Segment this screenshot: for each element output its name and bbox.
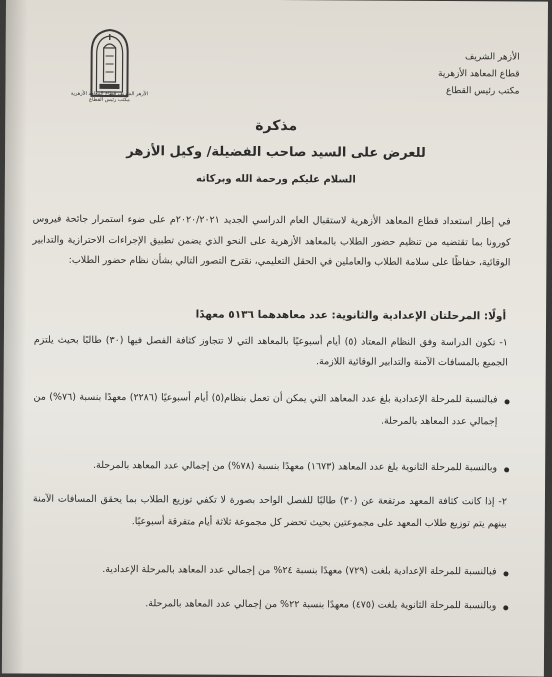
memo-paper — [2, 0, 548, 677]
memo-greeting: السلام عليكم ورحمة الله وبركاته — [5, 172, 547, 186]
intro-paragraph: في إطار استعداد قطاع المعاهد الأزهرية لاستقبال العام الدراسي الجديد ٢٠٢٠/٢٠٢١م على ضوء استمرار جائحة فيروس كورونا بما تقتضيه من تنظيم حضور الطلاب بالمعاهد الأزهرية على النحو الذي يضمن تطبيق الإجراءات الاحترازية والتدابير الوقائية، حفاظًا على سلامة الطلاب والعاملين في الحقل التعليمي، نقترح التصور التالي بشأن نظام حضور الطلاب: — [32, 210, 510, 274]
section-heading: أولًا: المرحلتان الإعدادية والثانوية: عدد معاهدهما ٥١٣٦ معهدًا — [196, 309, 507, 323]
bullet-secondary-groups: وبالنسبة للمرحلة الثانوية بلغت (٤٧٥) معهدًا بنسبة ٢٢% من إجمالي عدد المعاهد بالمرحلة. — [32, 593, 496, 618]
org-line-office: مكتب رئيس القطاع — [359, 83, 519, 101]
item-two: ٢- إذا كانت كثافة المعهد مرتفعة عن (٣٠) طالبًا للفصل الواحد بصورة لا تكفي توزيع الطلاب بما يحقق المسافات الآمنة بينهم يتم توزيع طلاب المعهد على مجموعتين بحيث تحضر كل مجموعة ثلاثة أيام متفرقة أسبوعيًا. — [33, 489, 507, 536]
org-line-sector: قطاع المعاهد الأزهرية — [359, 66, 519, 84]
bullet-icon — [503, 571, 508, 576]
bullet-prep-five-days: فبالنسبة للمرحلة الإعدادية بلغ عدد المعاهد التي يمكن أن تعمل بنظام(٥) أيام أسبوعيًا (٢٢٨٦) معهدًا بنسبة (٧٦%) من إجمالي عدد المعاهد بالمرحلة. — [33, 387, 497, 434]
page-shadow — [2, 0, 28, 673]
org-header — [359, 49, 519, 101]
bullet-prep-groups: فبالنسبة للمرحلة الإعدادية بلغت (٧٢٩) معهدًا بنسبة ٢٤% من إجمالي عدد المعاهد بالمرحلة الإعدادية. — [32, 559, 496, 584]
item-one: ١- تكون الدراسة وفق النظام المعتاد (٥) أيام أسبوعيًا بالمعاهد التي لا تتجاوز كثافة الفصل فيها (٣٠) طالبًا بحيث يلتزم الجميع بالمسافات الآمنة والتدابير الوقائية اللازمة. — [34, 331, 508, 374]
bullet-icon — [505, 399, 510, 404]
bullet-icon — [503, 605, 508, 610]
memo-subtitle: للعرض على السيد صاحب الفضيلة/ وكيل الأزهر — [5, 143, 547, 161]
logo-caption: الأزهر الشريف قطاع المعاهد الأزهرية مكتب رئيس القطاع — [67, 91, 151, 104]
bullet-icon — [504, 467, 509, 472]
memo-title: مذكرة — [5, 116, 547, 135]
bullet-secondary-five-days: وبالنسبة للمرحلة الثانوية بلغ عدد المعاهد (١٦٧٣) معهدًا بنسبة (٧٨%) من إجمالي عدد المعاهد بالمرحلة. — [33, 455, 497, 480]
org-line-azhar: الأزهر الشريف — [360, 49, 520, 67]
